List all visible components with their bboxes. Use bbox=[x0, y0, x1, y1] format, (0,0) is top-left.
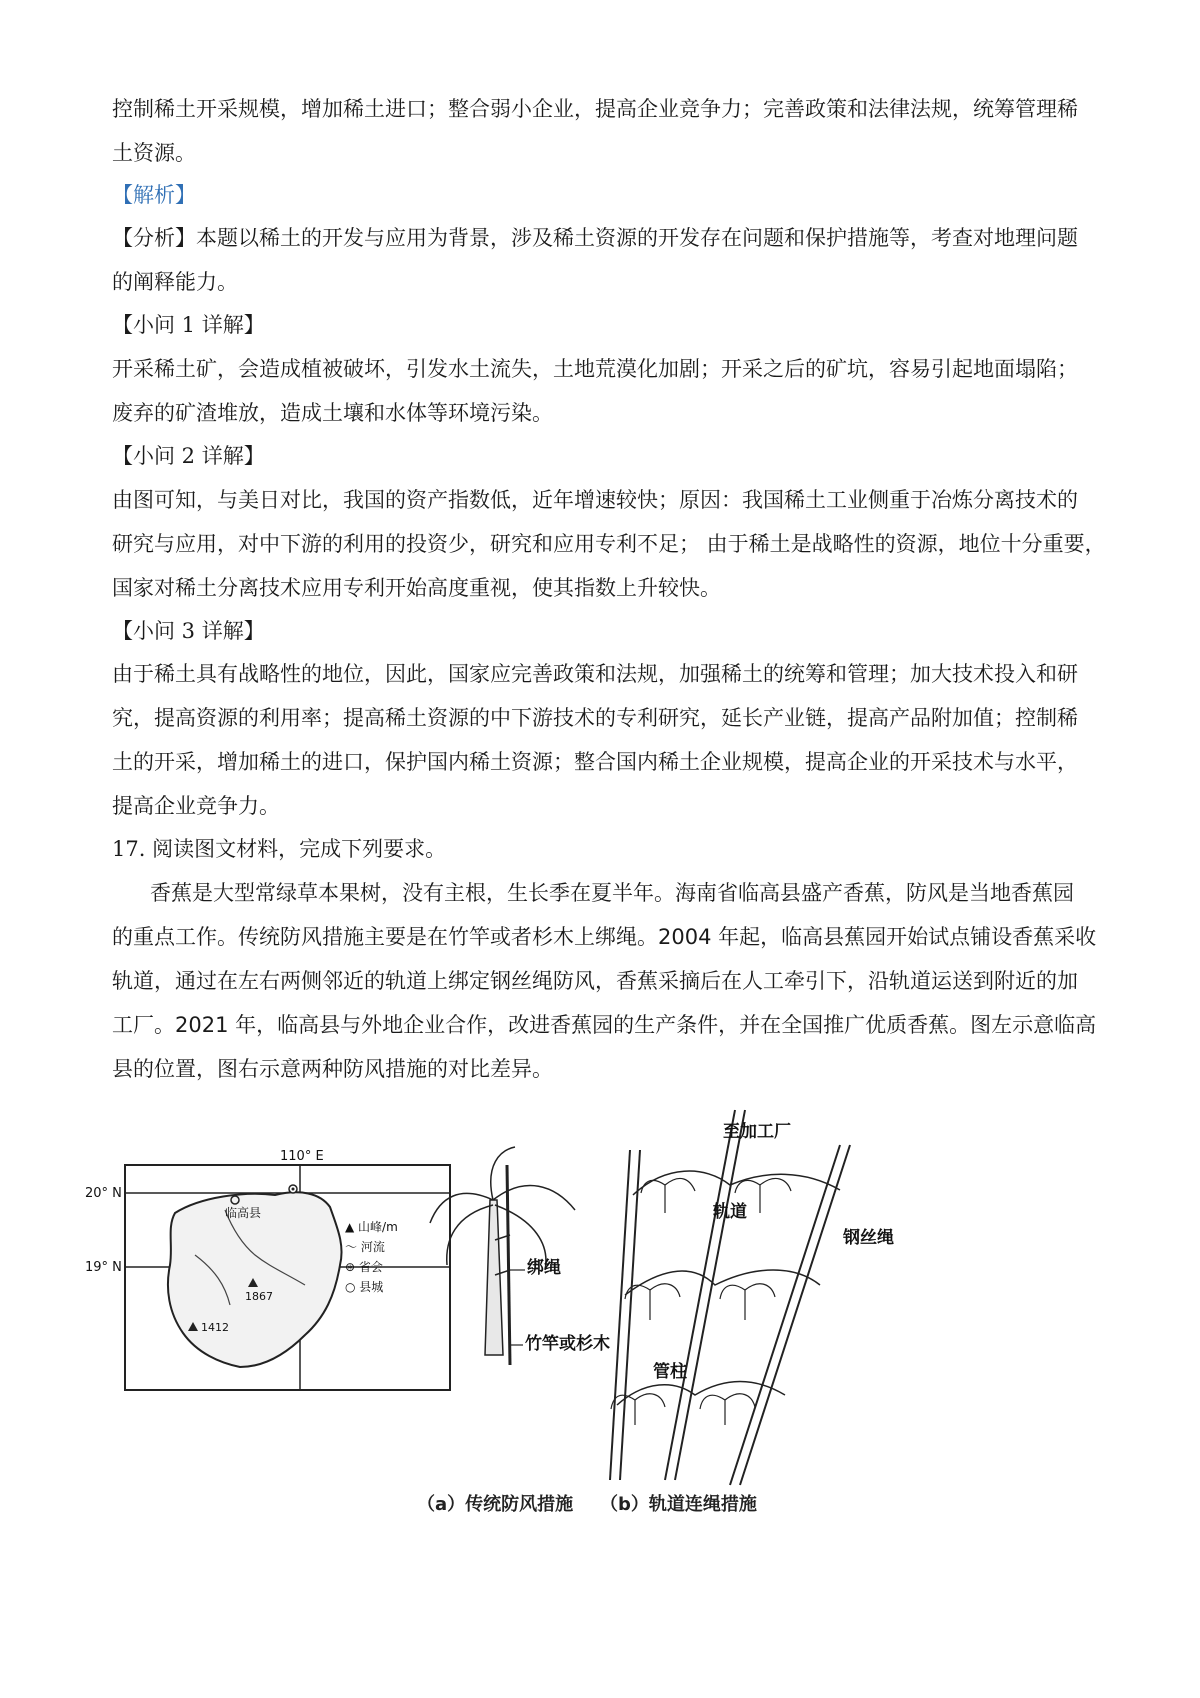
bamboo-pole bbox=[507, 1165, 510, 1365]
analysis-line: 【分析】本题以稀土的开发与应用为背景，涉及稀土资源的开发存在问题和保护措施等，考查对地理问题 bbox=[112, 226, 1078, 250]
lat-20-label: 20° N bbox=[85, 1186, 122, 1201]
banana-leaf bbox=[447, 1205, 493, 1265]
q3-line: 由于稀土具有战略性的地位，因此，国家应完善政策和法规，加强稀土的统筹和管理；加大技术投入和研 bbox=[112, 662, 1078, 686]
banana-plant-small bbox=[700, 1394, 755, 1425]
legend-county: ○ 县城 bbox=[345, 1280, 384, 1294]
rope-label: 绑绳 bbox=[527, 1258, 561, 1278]
legend-capital: ⊛ 省会 bbox=[345, 1260, 383, 1274]
banana-plant-small bbox=[611, 1394, 665, 1425]
to-factory-label: 至加工厂 bbox=[723, 1122, 791, 1142]
steel-wire-label: 钢丝绳 bbox=[843, 1228, 894, 1248]
material-line: 县的位置，图右示意两种防风措施的对比差异。 bbox=[112, 1057, 553, 1081]
track-rail bbox=[675, 1110, 745, 1480]
peak-1412-label: 1412 bbox=[201, 1321, 229, 1334]
answer-line: 控制稀土开采规模，增加稀土进口；整合弱小企业，提高企业竞争力；完善政策和法律法规，统筹管理稀 bbox=[112, 97, 1078, 121]
q2-heading: 【小问 2 详解】 bbox=[112, 444, 265, 468]
analysis-heading: 【解析】 bbox=[112, 183, 196, 207]
caption-b: （b）轨道连绳措施 bbox=[600, 1494, 757, 1515]
material-line: 轨道，通过在左右两侧邻近的轨道上绑定钢丝绳防风，香蕉采摘后在人工牵引下，沿轨道运送到附近的加 bbox=[112, 969, 1078, 993]
material-line: 的重点工作。传统防风措施主要是在竹竿或者杉木上绑绳。2004 年起，临高县蕉园开始试点铺设香蕉采收 bbox=[112, 925, 1097, 949]
track-rail bbox=[740, 1145, 850, 1485]
provincial-capital-dot bbox=[292, 1188, 295, 1191]
material-line: 香蕉是大型常绿草本果树，没有主根，生长季在夏半年。海南省临高县盛产香蕉，防风是当地香蕉园 bbox=[150, 881, 1074, 905]
hainan-location-map bbox=[85, 1149, 450, 1390]
q3-line: 究，提高资源的利用率；提高稀土资源的中下游技术的专利研究，延长产业链，提高产品附加值；控制稀 bbox=[112, 706, 1078, 730]
caption-a: （a）传统防风措施 bbox=[417, 1494, 574, 1515]
q3-heading: 【小问 3 详解】 bbox=[112, 619, 265, 643]
banana-plant-small bbox=[720, 1284, 775, 1320]
pipe-column-label: 管柱 bbox=[653, 1362, 687, 1382]
q1-line: 废弃的矿渣堆放，造成土壤和水体等环境污染。 bbox=[112, 401, 553, 425]
banana-plant-row bbox=[611, 1178, 791, 1425]
q2-line: 国家对稀土分离技术应用专利开始高度重视，使其指数上升较快。 bbox=[112, 576, 721, 600]
track-label: 轨道 bbox=[713, 1202, 747, 1222]
banana-windbreak-figure bbox=[85, 1105, 1005, 1525]
q2-line: 研究与应用，对中下游的利用的投资少，研究和应用专利不足； 由于稀土是战略性的资源，地位十分重要， bbox=[112, 532, 1106, 556]
answer-line: 土资源。 bbox=[112, 141, 196, 165]
peak-1867-label: 1867 bbox=[245, 1290, 273, 1303]
longitude-label: 110° E bbox=[280, 1149, 324, 1164]
q1-line: 开采稀土矿，会造成植被破坏，引发水土流失，土地荒漠化加剧；开采之后的矿坑，容易引起地面塌陷； bbox=[112, 357, 1078, 381]
lat-19-label: 19° N bbox=[85, 1260, 122, 1275]
banana-trunk bbox=[485, 1200, 503, 1355]
q3-line: 土的开采，增加稀土的进口，保护国内稀土资源；整合国内稀土企业规模，提高企业的开采技术与水平， bbox=[112, 750, 1078, 774]
q2-line: 由图可知，与美日对比，我国的资产指数低，近年增速较快；原因：我国稀土工业侧重于冶炼分离技术的 bbox=[112, 488, 1078, 512]
track-rail bbox=[610, 1150, 630, 1480]
track-rail bbox=[620, 1150, 640, 1480]
track-wire-windbreak-illustration bbox=[610, 1110, 894, 1485]
steel-wire bbox=[633, 1171, 840, 1195]
lingao-county-label: 临高县 bbox=[225, 1206, 262, 1220]
material-line: 工厂。2021 年，临高县与外地企业合作，改进香蕉园的生产条件，并在全国推广优质香蕉。图左示意临高 bbox=[112, 1013, 1097, 1037]
legend-river: ～ 河流 bbox=[345, 1240, 385, 1254]
q3-line: 提高企业竞争力。 bbox=[112, 794, 280, 818]
question-17-stem: 17. 阅读图文材料，完成下列要求。 bbox=[112, 837, 447, 861]
banana-leaf bbox=[493, 1186, 575, 1210]
banana-plant-small bbox=[641, 1178, 695, 1213]
analysis-line: 的阐释能力。 bbox=[112, 270, 238, 294]
track-rail bbox=[730, 1145, 840, 1485]
q1-heading: 【小问 1 详解】 bbox=[112, 313, 265, 337]
legend-peak: ▲ 山峰/m bbox=[345, 1220, 398, 1234]
traditional-windbreak-illustration bbox=[430, 1147, 610, 1365]
pole-label: 竹竿或杉木 bbox=[525, 1334, 610, 1354]
banana-leaf bbox=[491, 1147, 515, 1200]
